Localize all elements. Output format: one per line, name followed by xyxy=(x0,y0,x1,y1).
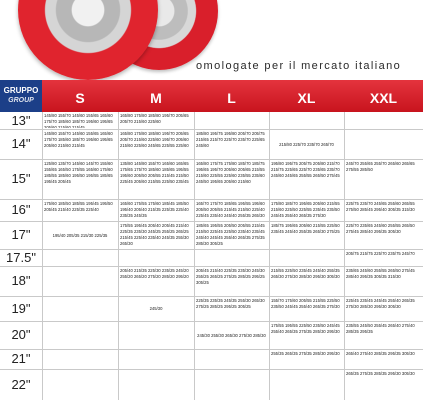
rim-size-label: 18" xyxy=(11,273,31,288)
table-cell xyxy=(120,323,192,348)
table-cell xyxy=(346,131,421,158)
table-cell: 195/40 205/35 215/30 225/35 xyxy=(52,232,108,238)
size-header-m: M xyxy=(150,90,162,106)
table-cell: 165/80 175/80 185/80 195/70 205/65 205/70 215/60 225/60 195/70 205/60 215/60 225/60 245/65 225/55 225/60 xyxy=(120,131,189,148)
table-cell xyxy=(120,371,192,399)
table-cell xyxy=(196,113,267,128)
rim-size-label: 15" xyxy=(11,171,31,186)
tire-image-front xyxy=(18,0,158,80)
table-cell: 265/40 275/40 285/35 295/35 305/30 xyxy=(346,351,415,356)
table-cell xyxy=(196,251,267,265)
table-cell: 245/70 255/65 255/70 265/60 265/65 275/55 285/50 xyxy=(346,161,415,172)
row-divider xyxy=(0,369,423,370)
row-divider xyxy=(0,159,423,160)
table-cell xyxy=(44,371,116,399)
column-divider xyxy=(42,112,43,400)
table-cell: 175/55 195/45 205/40 205/45 215/40 225/35 235/30 245/25 255/25 265/25 215/45 225/40 235/40 245/35 255/30 265/30 xyxy=(120,223,189,246)
row-divider xyxy=(0,221,423,222)
table-cell: 185/65 195/55 205/50 205/55 215/45 215/50 225/45 225/50 235/40 235/45 245/40 245/45 255/40 265/35 275/35 285/30 305/25 xyxy=(196,223,265,246)
table-cell xyxy=(44,251,116,265)
table-cell: 245/30 xyxy=(149,306,163,311)
table-cell: 175/55 195/55 225/50 235/50 245/45 255/40 265/35 275/35 285/30 295/30 xyxy=(271,323,340,334)
table-cell: 145/80 155/70 145/60 155/65 165/60 175/70 185/60 185/70 195/60 195/65 205/60 215/60 215/45 xyxy=(44,113,113,128)
table-cell xyxy=(44,323,116,348)
table-cell: 225/75 235/70 245/65 255/60 265/55 275/50 285/45 295/40 305/35 315/30 xyxy=(346,201,415,212)
table-cell: 125/80 135/70 145/60 145/70 155/60 155/65 165/50 175/55 165/60 175/60 185/55 185/60 195/50 195/55 185/65 195/45 205/45 xyxy=(44,161,113,184)
column-divider xyxy=(344,112,345,400)
column-divider xyxy=(269,112,270,400)
rim-size-label: 19" xyxy=(11,301,31,316)
table-cell xyxy=(44,298,116,320)
row-divider xyxy=(0,296,423,297)
table-cell xyxy=(346,113,421,128)
size-header-l: L xyxy=(227,90,236,106)
rim-size-label: 20" xyxy=(11,327,31,342)
table-cell: 195/80 195/75 205/75 205/80 215/70 215/75 225/65 225/70 235/65 235/70 245/60 245/65 255/55 265/50 275/45 xyxy=(271,161,340,178)
rim-size-label: 17.5" xyxy=(6,250,36,265)
table-cell: 235/65 245/60 255/55 265/50 275/45 285/40 295/35 305/35 315/30 xyxy=(346,268,415,279)
table-cell: 175/80 185/70 195/65 205/60 215/55 215/60 225/50 225/55 235/45 235/50 245/45 255/40 265/35 275/30 xyxy=(271,201,340,218)
table-cell: 255/35 265/35 275/35 285/30 295/30 xyxy=(271,351,340,356)
headline: omologate per il mercato italiano xyxy=(196,60,402,72)
rim-size-label: 21" xyxy=(11,351,31,366)
table-cell: 205/40 215/35 225/30 235/25 245/20 255/20 265/20 275/20 285/20 295/20 xyxy=(120,268,189,279)
size-header-xl: XL xyxy=(297,90,316,106)
table-cell xyxy=(271,371,342,399)
table-cell: 205/45 215/40 225/35 235/30 245/30 255/25 265/25 275/25 285/25 295/25 305/25 xyxy=(196,268,265,285)
column-divider xyxy=(118,112,119,400)
row-divider xyxy=(0,249,423,250)
rim-size-label: 17" xyxy=(11,227,31,242)
table-cell xyxy=(44,268,116,295)
row-divider xyxy=(0,321,423,322)
table-cell xyxy=(271,251,342,265)
table-cell: 225/70 235/65 245/60 255/55 265/50 275/45 285/40 295/35 305/30 xyxy=(346,223,415,234)
table-cell: 225/45 235/45 245/45 255/40 265/35 275/30 285/30 295/30 305/30 xyxy=(346,298,415,309)
table-cell: 145/80 155/70 145/60 155/65 165/60 175/70 185/60 185/70 195/60 195/65 205/60 215/60 215/45 xyxy=(44,131,113,148)
table-cell xyxy=(196,351,267,368)
table-cell xyxy=(120,251,192,265)
table-cell xyxy=(271,113,342,128)
table-cell: 235/55 245/50 255/45 265/40 275/40 285/35 295/35 xyxy=(346,323,415,334)
table-cell xyxy=(196,371,267,399)
row-divider xyxy=(0,129,423,130)
rim-size-label: 13" xyxy=(11,113,31,128)
group-header xyxy=(0,80,42,112)
table-cell xyxy=(120,351,192,368)
column-divider xyxy=(194,112,195,400)
row-divider xyxy=(0,349,423,350)
table-cell: 165/80 175/80 185/80 195/70 205/65 205/70 215/60 225/60 xyxy=(120,113,189,124)
table-cell: 165/80 175/75 175/80 185/70 185/75 195/65 195/70 205/60 205/65 215/55 215/60 225/55 225/60 235/55 235/60 245/50 195/65 205/60 215/60 xyxy=(196,161,265,184)
rim-size-label: 16" xyxy=(11,202,31,217)
table-cell: 165/60 175/55 175/60 185/45 185/50 195/40 205/40 215/35 225/35 225/40 235/35 245/35 xyxy=(120,201,189,218)
table-cell: 135/80 145/80 155/70 165/60 165/65 175/65 175/70 185/60 185/65 195/55 195/60 205/50 205/55 215/45 215/50 225/45 205/60 215/55 225/50 235/45 xyxy=(120,161,189,184)
table-cell: 245/30 255/30 265/30 275/30 285/30 xyxy=(197,332,266,338)
size-header-xxl: XXL xyxy=(369,90,398,106)
table-cell: 215/55 225/50 235/45 245/40 255/35 265/30 275/30 285/30 295/30 305/30 xyxy=(271,268,340,279)
table-cell: 185/75 195/65 205/60 215/55 225/50 235/45 245/40 255/35 265/30 275/25 xyxy=(271,223,340,234)
rim-size-label: 22" xyxy=(11,377,31,392)
table-cell: 175/60 185/50 185/55 195/45 195/50 205/45 215/40 225/35 225/40 xyxy=(44,201,113,212)
row-divider xyxy=(0,266,423,267)
table-cell: 185/80 195/75 195/80 205/70 205/75 215/65 215/70 225/70 235/70 225/65 245/60 xyxy=(196,131,265,148)
table-cell xyxy=(44,351,116,368)
table-cell: 155/70 175/60 205/55 215/55 225/50 235/50 245/45 255/40 265/35 275/30 xyxy=(271,298,340,309)
table-cell: 265/35 275/35 285/35 295/30 305/30 xyxy=(346,371,415,376)
table-cell: 225/35 235/35 245/35 255/30 265/30 275/25 285/25 295/25 305/25 xyxy=(196,298,265,309)
group-label: GRUPPO xyxy=(3,86,39,95)
size-header-s: S xyxy=(75,90,85,106)
table-cell: 165/70 175/70 185/65 195/55 195/60 205/50 205/55 215/45 215/50 225/40 225/45 235/40 245/40 255/35 265/30 xyxy=(196,201,265,218)
table-cell: 215/80 225/70 235/70 265/70 xyxy=(279,141,334,147)
table-cell: 205/75 215/75 225/70 235/75 245/70 xyxy=(346,251,415,256)
product-banner xyxy=(0,0,423,80)
rim-size-label: 14" xyxy=(11,136,31,151)
group-sublabel: GROUP xyxy=(8,97,34,104)
row-divider xyxy=(0,199,423,200)
